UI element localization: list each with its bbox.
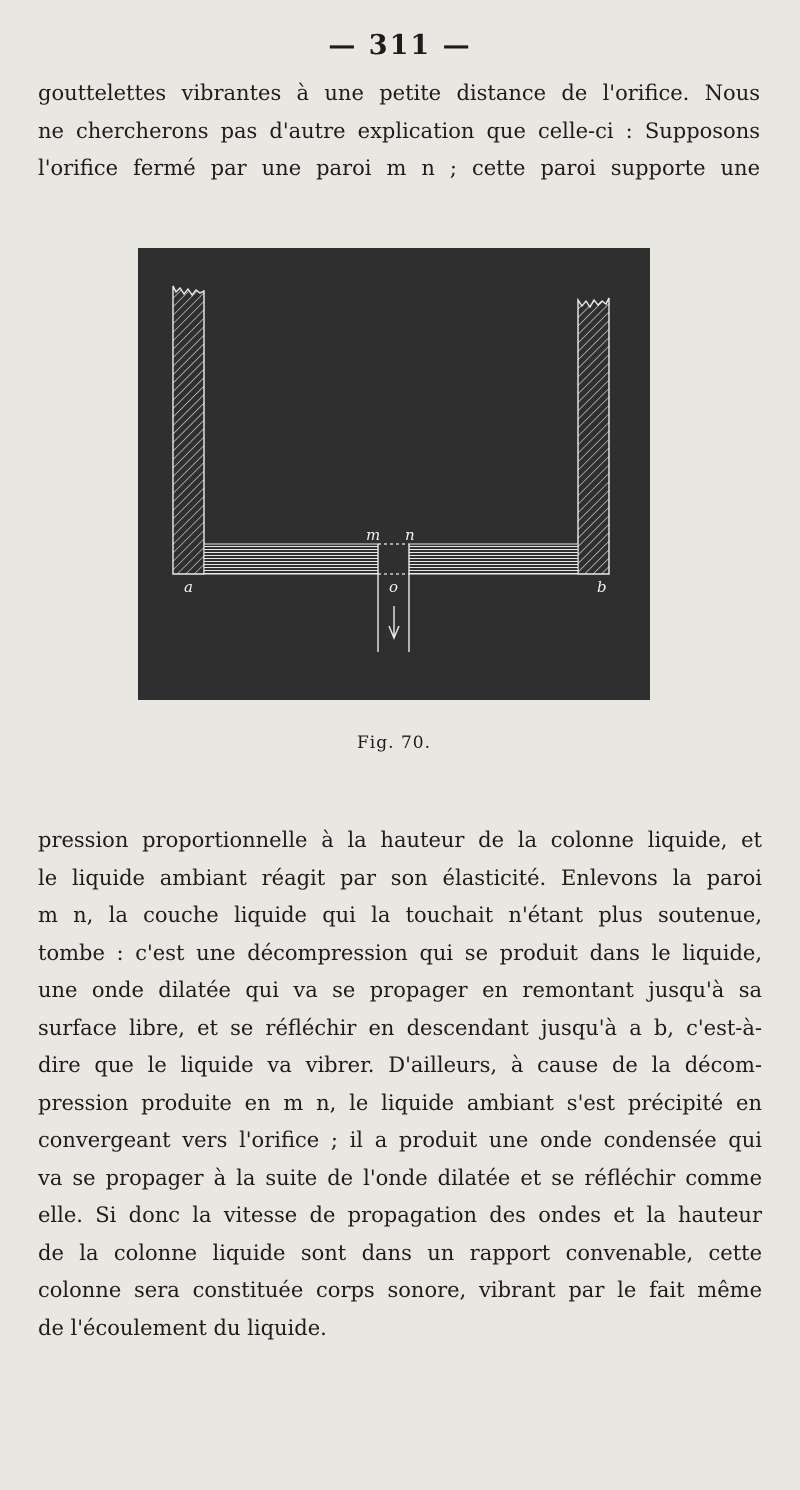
text-line: colonne sera constituée corps sonore, vibrant par le fait même: [38, 1278, 762, 1302]
label-n: n: [405, 526, 415, 544]
text-line: pression produite en m n, le liquide ambiant s'est précipité en: [38, 1090, 762, 1115]
page-number: — 311 —: [328, 30, 472, 61]
text-line: ne chercherons pas d'autre explication que celle-ci : Supposons: [38, 118, 760, 143]
text-line: une onde dilatée qui va se propager en remontant jusqu'à sa: [38, 978, 762, 1002]
label-m: m: [366, 526, 381, 544]
figure-70-diagram: [138, 248, 650, 700]
text-line: l'orifice fermé par une paroi m n ; cette paroi supporte une: [38, 156, 760, 180]
text-line: va se propager à la suite de l'onde dilatée et se réfléchir comme: [38, 1165, 762, 1190]
text-line: m n, la couche liquide qui la touchait n'étant plus soutenue,: [38, 903, 762, 927]
text-line: convergeant vers l'orifice ; il a produit une onde condensée qui: [38, 1128, 762, 1152]
top-paragraph: [38, 75, 760, 188]
down-arrow-icon: [389, 606, 399, 638]
label-a: a: [184, 578, 193, 596]
text-line: de l'écoulement du liquide.: [38, 1315, 327, 1340]
label-o: o: [389, 578, 399, 596]
vessel-diagram: [138, 248, 650, 700]
right-wall: [578, 298, 609, 574]
figure-caption: Fig. 70.: [357, 733, 431, 753]
text-line: le liquide ambiant réagit par son élasticité. Enlevons la paroi: [38, 865, 762, 890]
text-line: surface libre, et se réfléchir en descendant jusqu'à a b, c'est-à-: [38, 1015, 762, 1040]
text-line: elle. Si donc la vitesse de propagation des ondes et la hauteur: [38, 1203, 762, 1227]
bottom-layer-left: [204, 544, 378, 574]
bottom-paragraph: [38, 822, 762, 1347]
label-b: b: [597, 578, 607, 596]
left-wall: [173, 286, 204, 574]
text-line: de la colonne liquide sont dans un rapport convenable, cette: [38, 1240, 762, 1265]
bottom-layer-right: [409, 544, 578, 574]
text-line: pression proportionnelle à la hauteur de la colonne liquide, et: [38, 828, 762, 852]
text-line: gouttelettes vibrantes à une petite distance de l'orifice. Nous: [38, 81, 760, 105]
text-line: dire que le liquide va vibrer. D'ailleurs, à cause de la décom-: [38, 1053, 762, 1077]
text-line: tombe : c'est une décompression qui se produit dans le liquide,: [38, 940, 762, 965]
